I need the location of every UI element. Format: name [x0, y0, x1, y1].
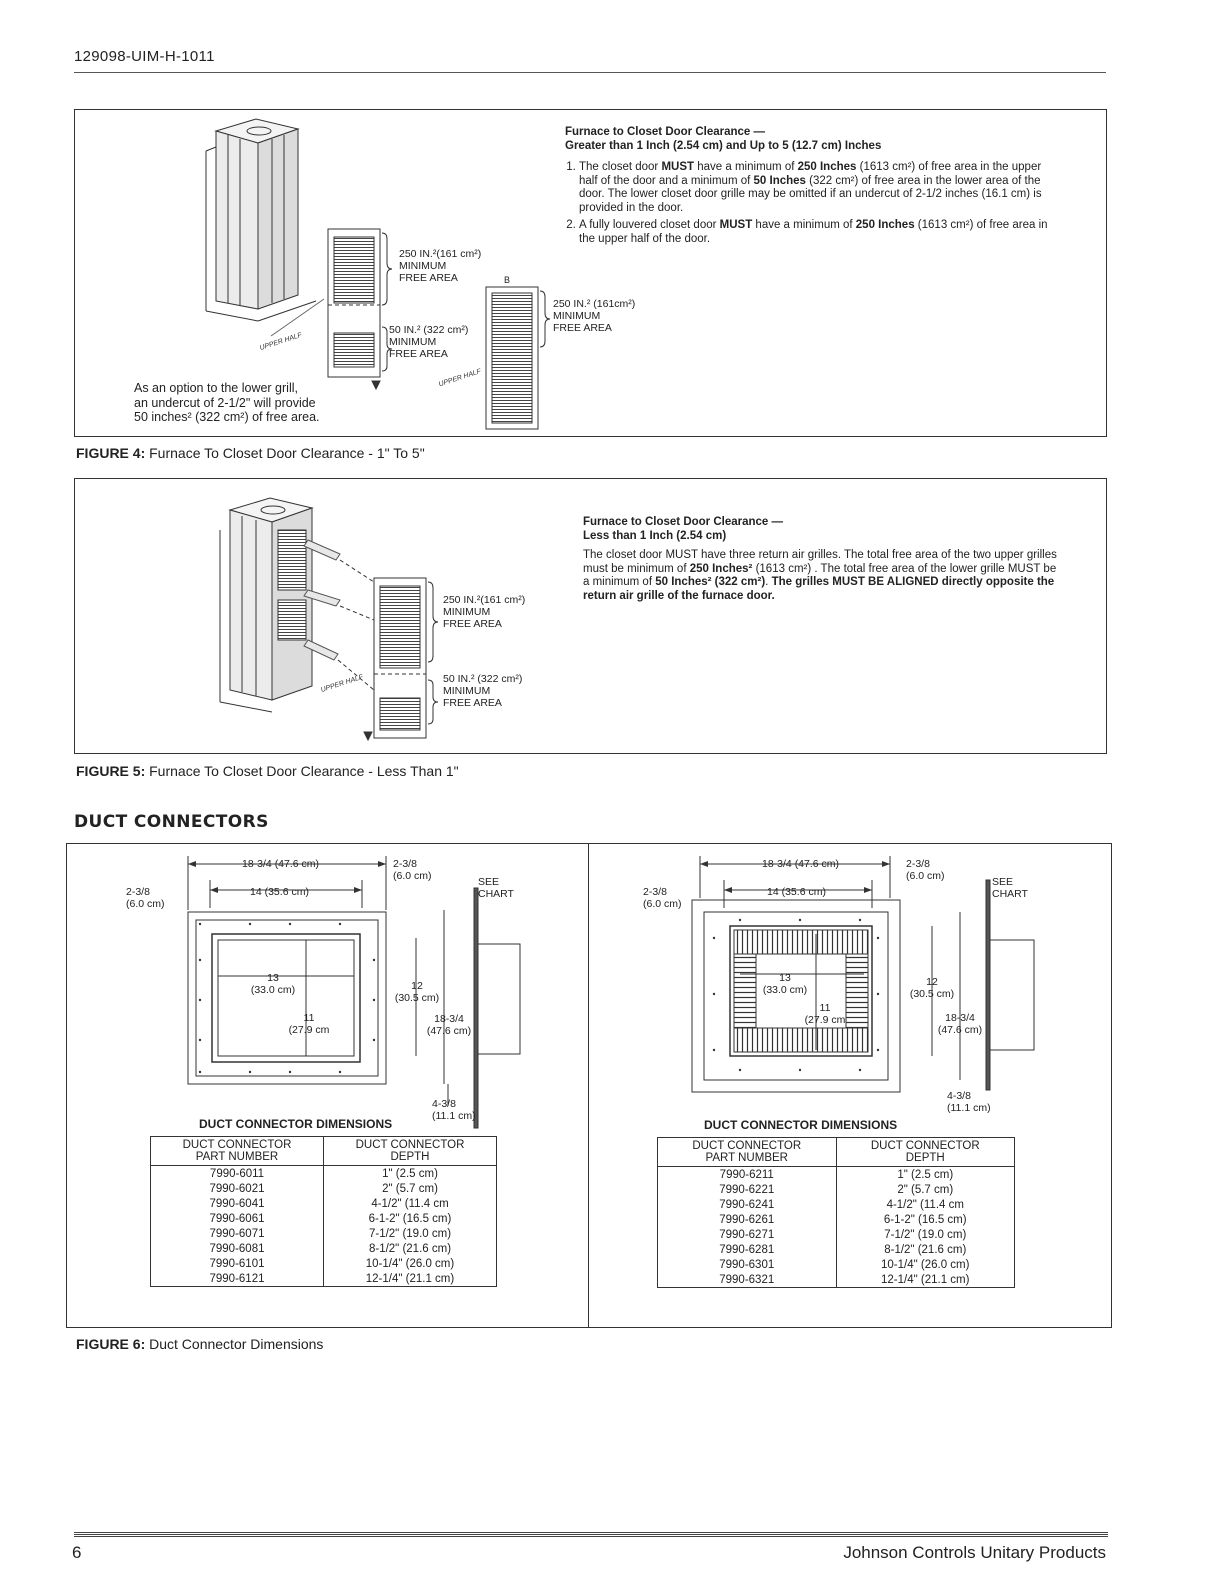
- document-id: 129098-UIM-H-1011: [74, 48, 215, 65]
- fig4-undercut-note: As an option to the lower grill, an undercut of 2-1/2" will provide 50 inches² (322 cm²) of free area.: [134, 381, 320, 424]
- table-row: 7990-6241 4-1/2" (11.4 cm: [658, 1197, 1014, 1212]
- table-row: 7990-6101 10-1/4" (26.0 cm): [151, 1256, 496, 1271]
- footer-rule: [74, 1532, 1108, 1538]
- left-dim-1834: 18-3/4 (47.6 cm): [426, 1013, 472, 1037]
- left-dim-inner-width: 14 (35.6 cm): [250, 886, 309, 898]
- left-table-title: DUCT CONNECTOR DIMENSIONS: [199, 1117, 393, 1131]
- table-row: 7990-6261 6-1-2" (16.5 cm): [658, 1212, 1014, 1227]
- left-dim-11: 11 (27.9 cm: [288, 1012, 330, 1036]
- right-dim-13: 13 (33.0 cm): [762, 972, 808, 996]
- left-dim-side-left: 2-3/8 (6.0 cm): [126, 886, 165, 910]
- right-dim-side-right: 2-3/8 (6.0 cm): [906, 858, 945, 882]
- table-row: 7990-6221 2" (5.7 cm): [658, 1182, 1014, 1197]
- table-row: 7990-6071 7-1/2" (19.0 cm): [151, 1226, 496, 1241]
- left-dim-13: 13 (33.0 cm): [250, 972, 296, 996]
- figure-6-caption: FIGURE 6: Duct Connector Dimensions: [76, 1336, 324, 1352]
- right-dimensions-table: DUCT CONNECTOR PART NUMBER DUCT CONNECTOR DEPTH 7990-6211 1" (2.5 cm) 7990-6221 2" (5.7 cm) 7990-6241 4-1/2" (11.4 cm 7990-6261 6-1-2" (16.5 cm) 7990-6271 7-1/2" (19.0 cm) 7990-6281 8-1/2" (21.6 cm) 7990-6301 10-1/4" (26.0 cm) 7990-6321 12-1/4" (21.1 cm): [657, 1137, 1015, 1288]
- fig4-upper-area-label: 250 IN.²(161 cm²) MINIMUM FREE AREA: [399, 248, 482, 284]
- fig5-upper-area-label: 250 IN.²(161 cm²) MINIMUM FREE AREA: [443, 594, 526, 630]
- fig4-notes: Furnace to Closet Door Clearance — Greater than 1 Inch (2.54 cm) and Up to 5 (12.7 cm) Inches 1. The closet door MUST have a minimum of 250 Inches (1613 cm²) of free area in the upper half of the door and a minimum of 50 Inches (322 cm²) of free area in the lower area of the door. The lower closet door grille may be omitted if an undercut of 2-1/2 inches (16.1 cm) is provided in the door. 2. A fully louvered closet door MUST have a minimum of 250 Inches (1613 cm²) of free area in the upper half of the door.: [565, 126, 1053, 250]
- right-dim-11: 11 (27.9 cm: [804, 1002, 846, 1026]
- header-rule: [74, 72, 1106, 73]
- right-dim-side-left: 2-3/8 (6.0 cm): [643, 886, 682, 910]
- table-row: 7990-6081 8-1/2" (21.6 cm): [151, 1241, 496, 1256]
- right-dim-inner-width: 14 (35.6 cm): [767, 886, 826, 898]
- duct-connectors-heading: DUCT CONNECTORS: [74, 812, 269, 832]
- figure-6-divider: [588, 843, 589, 1328]
- page-number: 6: [72, 1543, 82, 1562]
- right-dim-width: 18-3/4 (47.6 cm): [762, 858, 840, 870]
- left-dim-12: 12 (30.5 cm): [394, 980, 440, 1004]
- left-see-chart: SEE CHART: [478, 876, 514, 900]
- table-row: 7990-6061 6-1-2" (16.5 cm): [151, 1211, 496, 1226]
- door-b-marker: B: [504, 275, 511, 285]
- fig5-lower-area-label: 50 IN.² (322 cm²) MINIMUM FREE AREA: [443, 673, 523, 709]
- fig4-lower-area-label: 50 IN.² (322 cm²) MINIMUM FREE AREA: [389, 324, 469, 360]
- table-row: 7990-6301 10-1/4" (26.0 cm): [658, 1257, 1014, 1272]
- closet-door-b: [486, 287, 538, 429]
- left-dim-side-right: 2-3/8 (6.0 cm): [393, 858, 432, 882]
- fig5-notes: Furnace to Closet Door Clearance — Less than 1 Inch (2.54 cm) The closet door MUST have three return air grilles. The total free area of the two upper grilles must be minimum of 250 Inches² (1613 cm²) . The total free area of the lower grille MUST be a minimum of 50 Inches² (322 cm²). The grilles MUST BE ALIGNED directly opposite the return air grille of the furnace door.: [583, 516, 1057, 602]
- upper-half-label-1: UPPER HALF: [258, 331, 303, 353]
- table-row: 7990-6211 1" (2.5 cm): [658, 1167, 1014, 1183]
- upper-half-label-2: UPPER HALF: [437, 368, 482, 389]
- table-row: 7990-6041 4-1/2" (11.4 cm: [151, 1196, 496, 1211]
- right-table-title: DUCT CONNECTOR DIMENSIONS: [704, 1118, 898, 1132]
- company-name: Johnson Controls Unitary Products: [843, 1543, 1106, 1562]
- table-row: 7990-6271 7-1/2" (19.0 cm): [658, 1227, 1014, 1242]
- figure-4-caption: FIGURE 4: Furnace To Closet Door Clearance - 1" To 5": [76, 445, 425, 461]
- left-dim-438: 4-3/8 (11.1 cm): [432, 1098, 476, 1122]
- fig4-door-b-area-label: 250 IN.² (161cm²) MINIMUM FREE AREA: [553, 298, 636, 334]
- right-dim-12: 12 (30.5 cm): [909, 976, 955, 1000]
- left-dim-width: 18-3/4 (47.6 cm): [242, 858, 320, 870]
- furnace-cabinet-5: [220, 498, 312, 712]
- table-row: 7990-6321 12-1/4" (21.1 cm): [658, 1272, 1014, 1287]
- table-row: 7990-6011 1" (2.5 cm): [151, 1166, 496, 1182]
- table-row: 7990-6281 8-1/2" (21.6 cm): [658, 1242, 1014, 1257]
- right-dim-438: 4-3/8 (11.1 cm): [947, 1090, 991, 1114]
- upper-half-label-5: UPPER HALF: [320, 673, 365, 694]
- left-dimensions-table: DUCT CONNECTOR PART NUMBER DUCT CONNECTOR DEPTH 7990-6011 1" (2.5 cm) 7990-6021 2" (5.7 cm) 7990-6041 4-1/2" (11.4 cm 7990-6061 6-1-2" (16.5 cm) 7990-6071 7-1/2" (19.0 cm) 7990-6081 8-1/2" (21.6 cm) 7990-6101 10-1/4" (26.0 cm) 7990-6121 12-1/4" (21.1 cm): [150, 1136, 497, 1287]
- right-dim-1834: 18-3/4 (47.6 cm): [937, 1012, 983, 1036]
- table-row: 7990-6021 2" (5.7 cm): [151, 1181, 496, 1196]
- figure-5-caption: FIGURE 5: Furnace To Closet Door Clearance - Less Than 1": [76, 763, 459, 779]
- table-row: 7990-6121 12-1/4" (21.1 cm): [151, 1271, 496, 1286]
- furnace-cabinet: [206, 119, 316, 321]
- right-see-chart: SEE CHART: [992, 876, 1028, 900]
- closet-door-5: [364, 578, 426, 740]
